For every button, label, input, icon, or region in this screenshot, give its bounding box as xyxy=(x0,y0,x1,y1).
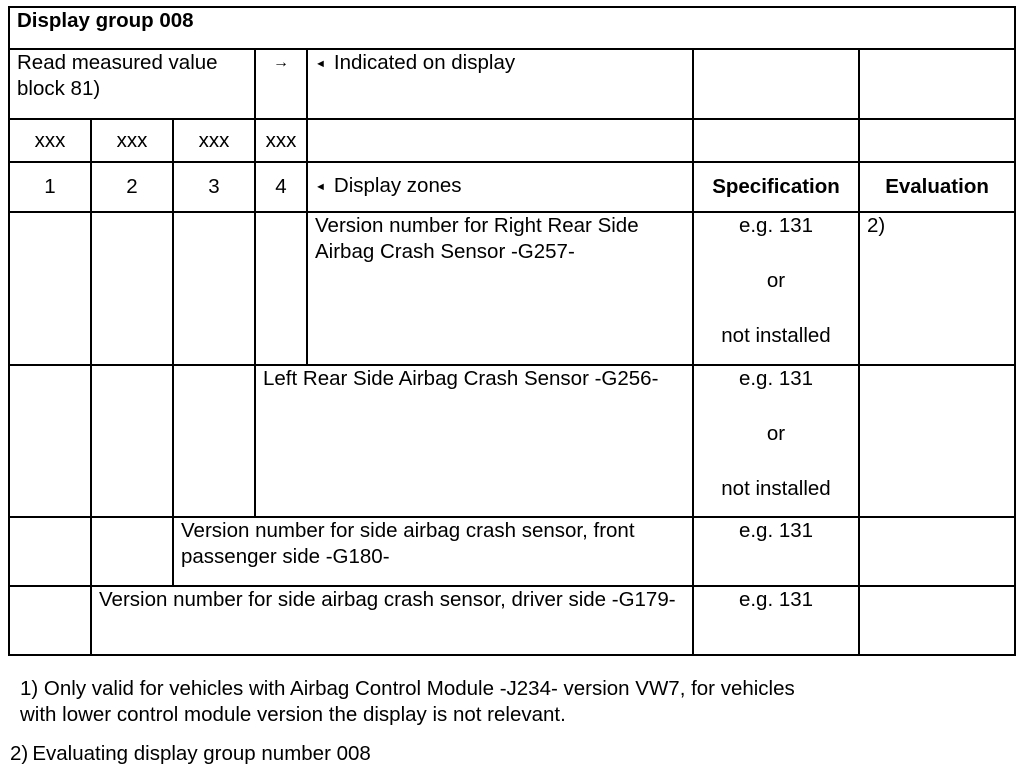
display-zones xyxy=(307,162,693,212)
zone-number-3: 3 xyxy=(173,162,255,212)
display-group-table xyxy=(8,6,1016,656)
xxx-row xyxy=(9,119,1015,162)
empty-cell xyxy=(255,212,307,365)
footnote-2: 2) Evaluating display group number 008 xyxy=(10,742,371,765)
read-row xyxy=(9,49,1015,119)
zone-number-4: 4 xyxy=(255,162,307,212)
empty-cell xyxy=(173,365,255,517)
empty-cell xyxy=(9,586,91,655)
spec-value: e.g. 131 xyxy=(738,588,814,611)
empty-cell xyxy=(91,517,173,586)
spec-not-installed: not installed xyxy=(721,477,831,500)
table-row xyxy=(9,517,1015,586)
empty-cell xyxy=(859,119,1015,162)
empty-cell xyxy=(173,212,255,365)
empty-cell xyxy=(91,212,173,365)
evaluation-header: Evaluation xyxy=(859,162,1015,212)
empty-cell xyxy=(9,517,91,586)
row-specification xyxy=(693,365,859,517)
indicated-label: Indicated on display xyxy=(333,51,516,74)
triangle-left-icon: ◄ xyxy=(315,180,326,193)
zones-row xyxy=(9,162,1015,212)
footnote-1-line-1: 1) Only valid for vehicles with Airbag Control Module -J234- version VW7, for vehicles xyxy=(20,677,795,700)
row-description: Version number for side airbag crash sensor, driver side -G179- xyxy=(91,586,693,655)
display-zones-label: Display zones xyxy=(333,173,462,197)
table-title: Display group 008 xyxy=(9,7,1015,49)
empty-cell xyxy=(859,49,1015,119)
triangle-left-icon: ◄ xyxy=(315,58,326,70)
row-evaluation xyxy=(859,586,1015,655)
spec-value: e.g. 131 xyxy=(738,214,814,237)
empty-cell xyxy=(693,49,859,119)
arrow-right-icon: → xyxy=(255,49,307,119)
empty-cell xyxy=(9,365,91,517)
indicated-on-display xyxy=(307,49,693,119)
empty-cell xyxy=(693,119,859,162)
row-specification xyxy=(693,212,859,365)
zone-number-2: 2 xyxy=(91,162,173,212)
table-row xyxy=(9,212,1015,365)
spec-value: e.g. 131 xyxy=(738,519,814,542)
display-value-1: xxx xyxy=(9,119,91,162)
display-value-4: xxx xyxy=(255,119,307,162)
specification-header: Specification xyxy=(693,162,859,212)
table-row xyxy=(9,586,1015,655)
row-evaluation: 2) xyxy=(859,212,1015,365)
row-description: Version number for side airbag crash sensor, front passenger side -G180- xyxy=(173,517,693,586)
table-row xyxy=(9,365,1015,517)
row-evaluation xyxy=(859,365,1015,517)
empty-cell xyxy=(91,365,173,517)
row-specification xyxy=(693,586,859,655)
empty-cell xyxy=(307,119,693,162)
zone-number-1: 1 xyxy=(9,162,91,212)
empty-cell xyxy=(9,212,91,365)
title-row xyxy=(9,7,1015,49)
footnote-1-line-2: with lower control module version the display is not relevant. xyxy=(20,703,566,726)
spec-or: or xyxy=(766,269,786,292)
display-value-3: xxx xyxy=(173,119,255,162)
spec-not-installed: not installed xyxy=(721,324,831,347)
footnote-1 xyxy=(20,676,795,728)
row-specification xyxy=(693,517,859,586)
display-value-2: xxx xyxy=(91,119,173,162)
row-description: Left Rear Side Airbag Crash Sensor -G256- xyxy=(255,365,693,517)
row-evaluation xyxy=(859,517,1015,586)
spec-value: e.g. 131 xyxy=(738,367,814,390)
spec-or: or xyxy=(766,422,786,445)
read-measured-value-block: Read measured value block 81) xyxy=(9,49,255,119)
row-description: Version number for Right Rear Side Airbag Crash Sensor -G257- xyxy=(307,212,693,365)
